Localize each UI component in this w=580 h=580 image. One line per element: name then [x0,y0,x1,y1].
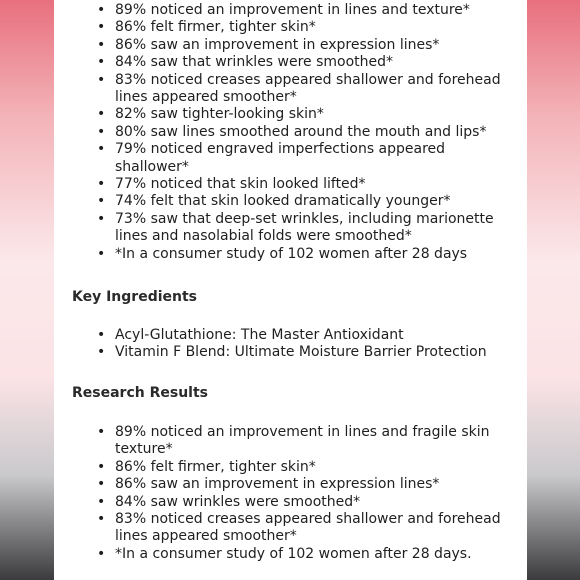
result-item [96,511,516,546]
list-item-text: *In a consumer study of 102 women after 28 days. [115,545,472,562]
ingredient-item [96,344,516,361]
left-background-strip [0,0,54,580]
bullet-icon: • [97,123,106,140]
list-item-text: texture* [115,441,173,458]
claim-item [96,2,516,19]
claim-item [96,246,516,263]
key-ingredients-list [96,327,516,362]
bullet-icon: • [97,245,106,262]
text-panel [54,0,527,580]
bullet-icon: • [97,493,106,510]
claim-item [96,193,516,210]
list-item-text: 84% saw that wrinkles were smoothed* [115,54,394,71]
ingredient-item [96,327,516,344]
result-item [96,476,516,493]
list-item-text: 80% saw lines smoothed around the mouth and lips* [115,123,487,140]
bullet-icon: • [97,71,106,88]
bullet-icon: • [97,511,106,528]
claim-item [96,176,516,193]
research-results-list [96,424,516,563]
right-background-strip [527,0,580,580]
bullet-icon: • [97,54,106,71]
list-item-text: lines appeared smoother* [115,89,297,106]
list-item-text: 73% saw that deep-set wrinkles, including marionette [115,210,494,227]
list-item-text: lines and nasolabial folds were smoothed* [115,228,412,245]
list-item-text: Acyl-Glutathione: The Master Antioxidant [115,327,404,343]
bullet-icon: • [97,193,106,210]
list-item-text: 84% saw wrinkles were smoothed* [115,493,361,510]
list-item-text: 86% saw an improvement in expression lines* [115,36,440,53]
list-item-text: shallower* [115,158,189,175]
result-item [96,424,516,459]
list-item-text: 83% noticed creases appeared shallower and forehead [115,511,501,528]
list-item-text: 86% felt firmer, tighter skin* [115,19,316,36]
bullet-icon: • [97,476,106,493]
list-item-text: 89% noticed an improvement in lines and fragile skin [115,424,490,440]
claim-item [96,72,516,107]
bullet-icon: • [97,176,106,193]
list-item-text: 79% noticed engraved imperfections appeared [115,141,446,158]
list-item-text: lines appeared smoother* [115,528,297,545]
bullet-icon: • [97,141,106,158]
list-item-text: 86% felt firmer, tighter skin* [115,458,316,475]
bullet-icon: • [97,545,106,562]
bullet-icon: • [97,106,106,123]
list-item-text: 83% noticed creases appeared shallower and forehead [115,71,501,88]
bullet-icon: • [97,458,106,475]
list-item-text: *In a consumer study of 102 women after 28 days [115,245,468,262]
claim-item [96,211,516,246]
bullet-icon: • [97,327,106,343]
key-ingredients-heading: Key Ingredients [72,289,198,305]
list-item-text: 74% felt that skin looked dramatically younger* [115,193,451,210]
bullet-icon: • [97,36,106,53]
bullet-icon: • [97,344,106,361]
claim-item [96,106,516,123]
result-item [96,494,516,511]
claim-item [96,124,516,141]
claim-item [96,37,516,54]
bullet-icon: • [97,19,106,36]
bullet-icon: • [97,424,106,440]
result-item [96,459,516,476]
claims-list [96,2,516,263]
list-item-text: 89% noticed an improvement in lines and texture* [115,2,470,18]
list-item-text: Vitamin F Blend: Ultimate Moisture Barrier Protection [115,344,487,361]
bullet-icon: • [97,210,106,227]
research-results-heading: Research Results [72,385,208,401]
claim-item [96,19,516,36]
bullet-icon: • [97,2,106,18]
list-item-text: 77% noticed that skin looked lifted* [115,176,366,193]
result-item [96,546,516,563]
claim-item [96,141,516,176]
list-item-text: 82% saw tighter-looking skin* [115,106,324,123]
claim-item [96,54,516,71]
list-item-text: 86% saw an improvement in expression lines* [115,476,440,493]
